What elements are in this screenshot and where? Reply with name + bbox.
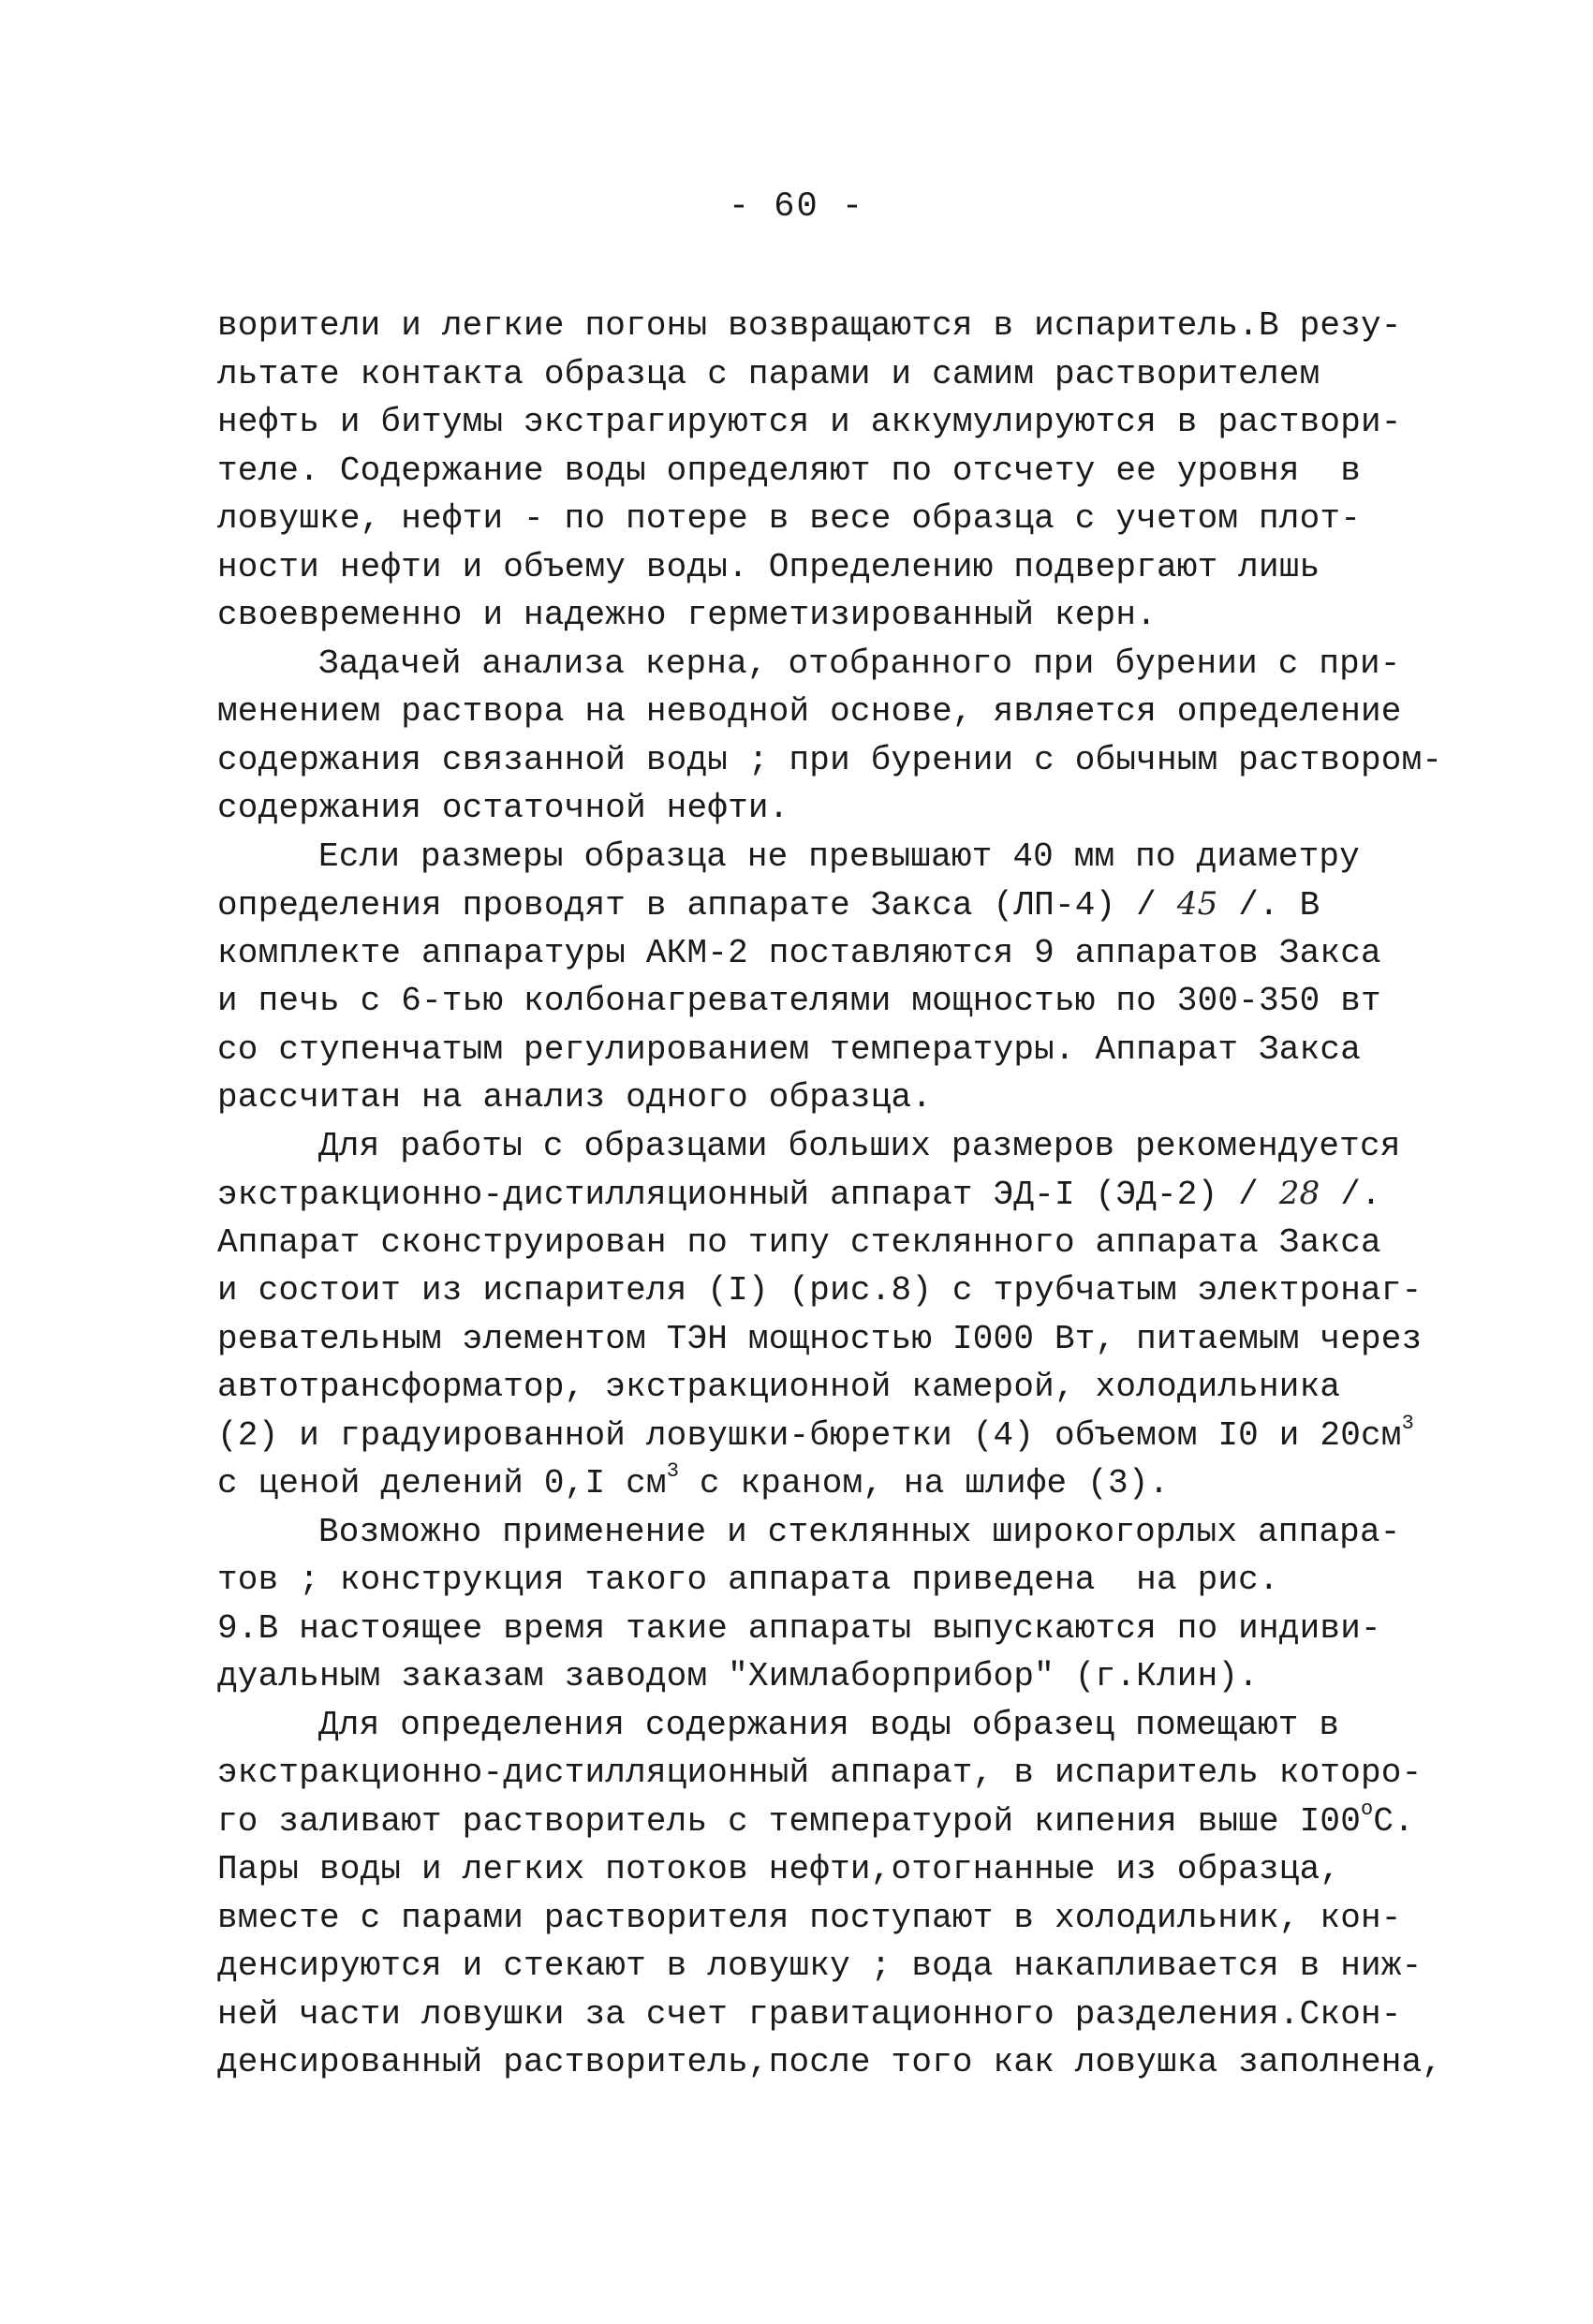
line-segment: с краном, на шлифе (3). [679, 1464, 1170, 1502]
text-line: и печь с 6-тью колбонагревателями мощностью по 300-350 вт [217, 982, 1381, 1020]
text-line: рассчитан на анализ одного образца. [217, 1078, 933, 1117]
text-line [217, 881, 1435, 929]
text-line: своевременно и надежно герметизированный керн. [217, 596, 1157, 634]
text-line [217, 1412, 1435, 1460]
text-line: комплекте аппаратуры АКМ-2 поставляются 9 аппаратов Закса [217, 933, 1381, 972]
text-line: нефть и битумы экстрагируются и аккумулируются в раствори- [217, 403, 1402, 441]
text-line: 9.В настоящее время такие аппараты выпускаются по индиви- [217, 1608, 1381, 1648]
text-line: ности нефти и объему воды. Определению подвергают лишь [217, 547, 1320, 586]
line-segment: экстракционно-дистилляционный аппарат ЭД-I (ЭД-2) / [217, 1176, 1279, 1214]
line-segment: (2) и градуированной ловушки-бюретки (4) объемом I0 и 20см [217, 1415, 1402, 1455]
handwritten-reference-number: 45 [1176, 885, 1218, 923]
line-segment: /. [1320, 1176, 1381, 1214]
text-line: ворители и легкие погоны возвращаются в испаритель.В резу- [217, 306, 1402, 345]
superscript: o [1361, 1797, 1374, 1821]
text-line: дуальным заказам заводом "Химлаборприбор" (г.Клин). [217, 1657, 1259, 1695]
handwritten-reference-number: 28 [1278, 1175, 1320, 1212]
text-line [217, 1459, 1435, 1508]
text-line: Аппарат сконструирован по типу стеклянного аппарата Закса [217, 1222, 1381, 1262]
line-segment: /. В [1217, 886, 1320, 925]
text-line: теле. Содержание воды определяют по отсчету ее уровня в [217, 451, 1361, 490]
text-line: содержания связанной воды ; при бурении с обычным раствором- [217, 740, 1443, 779]
text-line: содержания остаточной нефти. [217, 789, 789, 827]
text-line: Пары воды и легких потоков нефти,отогнанные из образца, [217, 1850, 1341, 1888]
text-line: автотрансформатор, экстракционной камерой, холодильника [217, 1368, 1341, 1406]
body-text [217, 302, 1443, 2087]
superscript: 3 [1401, 1411, 1415, 1435]
text-line: и состоит из испарителя (I) (рис.8) с трубчатым электронаг- [217, 1271, 1423, 1310]
text-line: тов ; конструкция такого аппарата приведена на рис. [217, 1561, 1279, 1599]
text-line: ловушке, нефти - по потере в весе образца с учетом плот- [217, 499, 1361, 538]
text-line [217, 1170, 1435, 1219]
text-line: денсируются и стекают в ловушку ; вода накапливается в ниж- [217, 1947, 1423, 1985]
line-segment: определения проводят в аппарате Закса (ЛП-4) / [217, 886, 1177, 925]
text-line: вместе с парами растворителя поступают в холодильник, кон- [217, 1898, 1402, 1937]
page-number: - 60 - [728, 187, 865, 227]
text-line: Если размеры образца не превышают 40 мм по диаметру [318, 836, 1360, 876]
line-segment: го заливают растворитель с температурой кипения выше I00 [217, 1801, 1361, 1841]
text-line: ревательным элементом ТЭН мощностью I000 Вт, питаемым через [217, 1319, 1423, 1358]
text-line: со ступенчатым регулированием температуры. Аппарат Закса [217, 1029, 1361, 1069]
line-segment: С. [1373, 1801, 1415, 1841]
text-line: ней части ловушки за счет гравитационного разделения.Скон- [217, 1994, 1402, 2034]
text-line: Задачей анализа керна, отобранного при бурении с при- [318, 644, 1401, 683]
text-line: менением раствора на неводной основе, является определение [217, 692, 1402, 731]
text-line: экстракционно-дистилляционный аппарат, в испаритель которо- [217, 1754, 1423, 1792]
text-line [217, 1798, 1435, 1846]
text-line: льтате контакта образца с парами и самим растворителем [217, 354, 1320, 393]
text-line: Для работы с образцами больших размеров рекомендуется [318, 1126, 1401, 1165]
text-line: денсированный растворитель,после того как ловушка заполнена, [217, 2043, 1443, 2081]
text-line: Возможно применение и стеклянных широкогорлых аппара- [318, 1512, 1401, 1551]
text-line: Для определения содержания воды образец помещают в [318, 1705, 1340, 1744]
line-segment: с ценой делений 0,I см [217, 1464, 667, 1502]
superscript: 3 [666, 1459, 680, 1483]
